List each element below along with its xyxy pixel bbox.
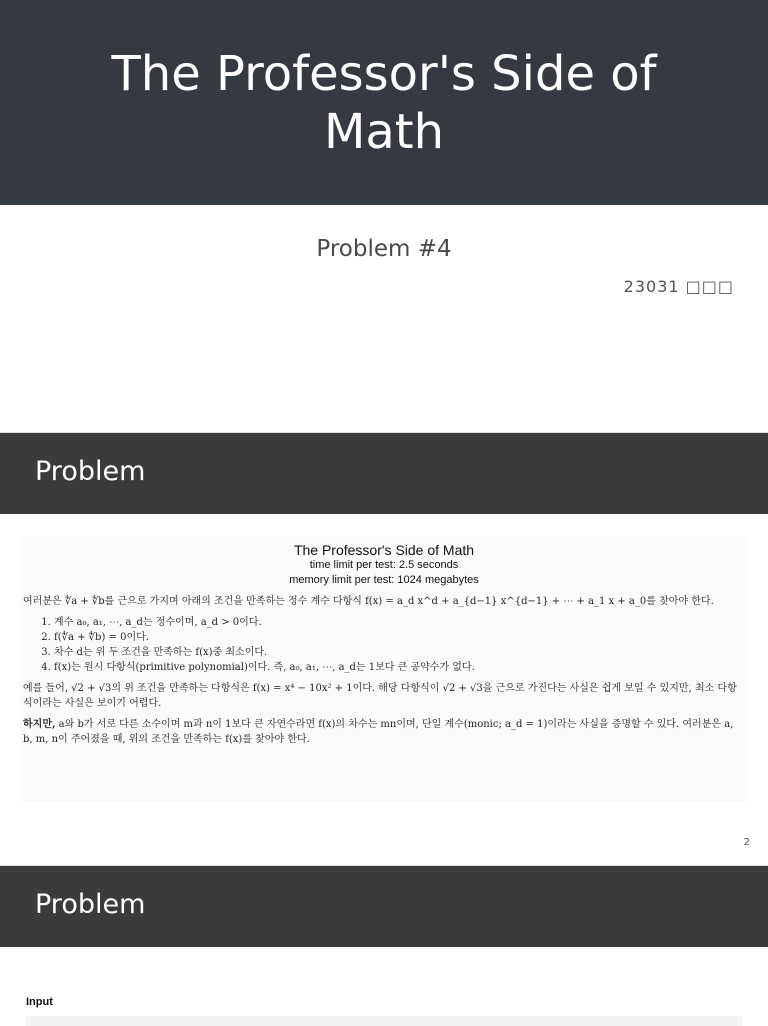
memory-limit: memory limit per test: 1024 megabytes — [289, 574, 479, 586]
title-slide — [0, 0, 768, 432]
section-title: Problem — [35, 456, 146, 487]
slide-subtitle: Problem #4 — [316, 236, 452, 262]
however-paragraph — [23, 717, 745, 747]
input-text-preview — [26, 1016, 742, 1026]
section-header — [0, 433, 768, 514]
however-bold: 하지만, — [23, 719, 56, 730]
author-id: 23031 □□□ — [623, 277, 734, 296]
section-header — [0, 866, 768, 947]
slide-title: The Professor's Side of Math — [111, 45, 657, 160]
problem-title: The Professor's Side of Math — [293, 542, 475, 558]
problem-slide — [0, 433, 768, 865]
title-band — [0, 0, 768, 205]
input-label: Input — [26, 996, 53, 1008]
however-text: a와 b가 서로 다른 소수이며 m과 n이 1보다 큰 자연수라면 f(x)의 차수는 mn이며, 단일 계수(monic; a_d = 1)이라는 사실을 증명할 수 있다. 여러분은 a, b, m, n이 주어졌을 때, 위의 조건을 만족하는 f(x)를 찾아야 한다. — [23, 719, 734, 745]
section-title: Problem — [35, 889, 146, 920]
input-slide — [0, 866, 768, 1026]
condition-item: 4. f(x)는 원시 다항식(primitive polynomial)이다. 즉, a₀, a₁, ⋯, a_d는 1보다 큰 공약수가 없다. — [54, 660, 748, 675]
condition-item: 2. f(∜a + ∜b) = 0이다. — [54, 630, 748, 645]
time-limit: time limit per test: 2.5 seconds — [309, 559, 459, 571]
page-number: 2 — [743, 837, 750, 848]
condition-item: 3. 차수 d는 위 두 조건을 만족하는 f(x)중 최소이다. — [54, 645, 748, 660]
condition-item: 1. 계수 a₀, a₁, ⋯, a_d는 정수이며, a_d > 0이다. — [54, 615, 748, 630]
condition-list — [20, 615, 748, 675]
problem-statement-image — [20, 537, 748, 802]
problem-intro: 여러분은 ∜a + ∜b를 근으로 가지며 아래의 조건을 만족하는 정수 계수 다항식 f(x) = a_d x^d + a_{d−1} x^{d−1} + ⋯ + a_1 x + a_0를 찾아야 한다. — [23, 596, 714, 607]
example-paragraph: 예를 들어, √2 + √3의 위 조건을 만족하는 다항식은 f(x) = x⁴ − 10x² + 1이다. 해당 다항식이 √2 + √3을 근으로 가진다는 사실은 쉽게 보일 수 있지만, 최소 다항식이라는 사실은 보이기 어렵다. — [23, 683, 737, 709]
